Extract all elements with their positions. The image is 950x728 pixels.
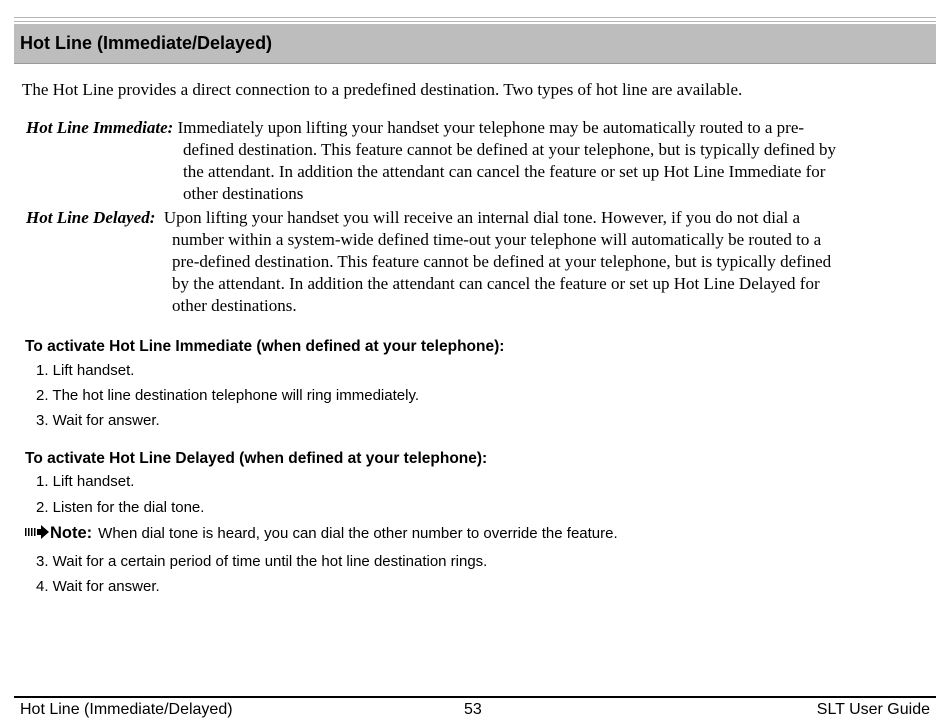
procedure-step: 1. Lift handset. xyxy=(36,473,135,490)
page-number: 53 xyxy=(464,701,482,718)
footer-rule xyxy=(14,696,936,698)
definition-text: number within a system-wide defined time-out your telephone will automatically be routed to a xyxy=(172,230,822,249)
procedure-step: 3. Wait for answer. xyxy=(36,412,160,429)
procedure-step: 3. Wait for a certain period of time until the hot line destination rings. xyxy=(36,553,488,570)
top-rule xyxy=(14,17,936,18)
section-title-bar xyxy=(14,24,936,64)
note xyxy=(25,524,618,543)
definition-hot-line-immediate xyxy=(26,117,837,205)
definition-text: the attendant. In addition the attendant can cancel the feature or set up Hot Line Immediate for xyxy=(183,162,826,181)
footer-document-title: SLT User Guide xyxy=(816,701,930,718)
definition-hot-line-delayed xyxy=(26,207,832,317)
note-arrow-icon xyxy=(25,525,50,539)
procedure-heading-immediate: To activate Hot Line Immediate (when defined at your telephone): xyxy=(25,338,505,355)
page-title: Hot Line (Immediate/Delayed) xyxy=(20,33,273,53)
note-text: When dial tone is heard, you can dial the other number to override the feature. xyxy=(98,525,618,542)
definition-text: other destinations xyxy=(183,184,304,203)
definition-term: Hot Line Delayed: xyxy=(26,208,156,227)
procedure-step: 4. Wait for answer. xyxy=(36,578,160,595)
procedure-step: 1. Lift handset. xyxy=(36,362,135,379)
note-label: Note: xyxy=(50,524,93,542)
definition-text: Upon lifting your handset you will receive an internal dial tone. However, if you do not dial a xyxy=(155,208,801,227)
definition-term: Hot Line Immediate: xyxy=(26,118,174,137)
procedure-step: 2. Listen for the dial tone. xyxy=(36,499,205,516)
definition-text: other destinations. xyxy=(172,296,297,315)
definition-text: defined destination. This feature cannot be defined at your telephone, but is typically defined by xyxy=(183,140,837,159)
intro-paragraph: The Hot Line provides a direct connection to a predefined destination. Two types of hot line are available. xyxy=(22,80,743,99)
definition-text: by the attendant. In addition the attendant can cancel the feature or set up Hot Line Delayed for xyxy=(172,274,820,293)
procedure-step: 2. The hot line destination telephone will ring immediately. xyxy=(36,387,419,404)
top-rule-secondary xyxy=(14,21,936,22)
footer-section-title: Hot Line (Immediate/Delayed) xyxy=(20,701,233,718)
definition-text: Immediately upon lifting your handset your telephone may be automatically routed to a pre- xyxy=(173,118,805,137)
procedure-heading-delayed: To activate Hot Line Delayed (when defined at your telephone): xyxy=(25,450,488,467)
definition-text: pre-defined destination. This feature cannot be defined at your telephone, but is typically defined xyxy=(172,252,832,271)
